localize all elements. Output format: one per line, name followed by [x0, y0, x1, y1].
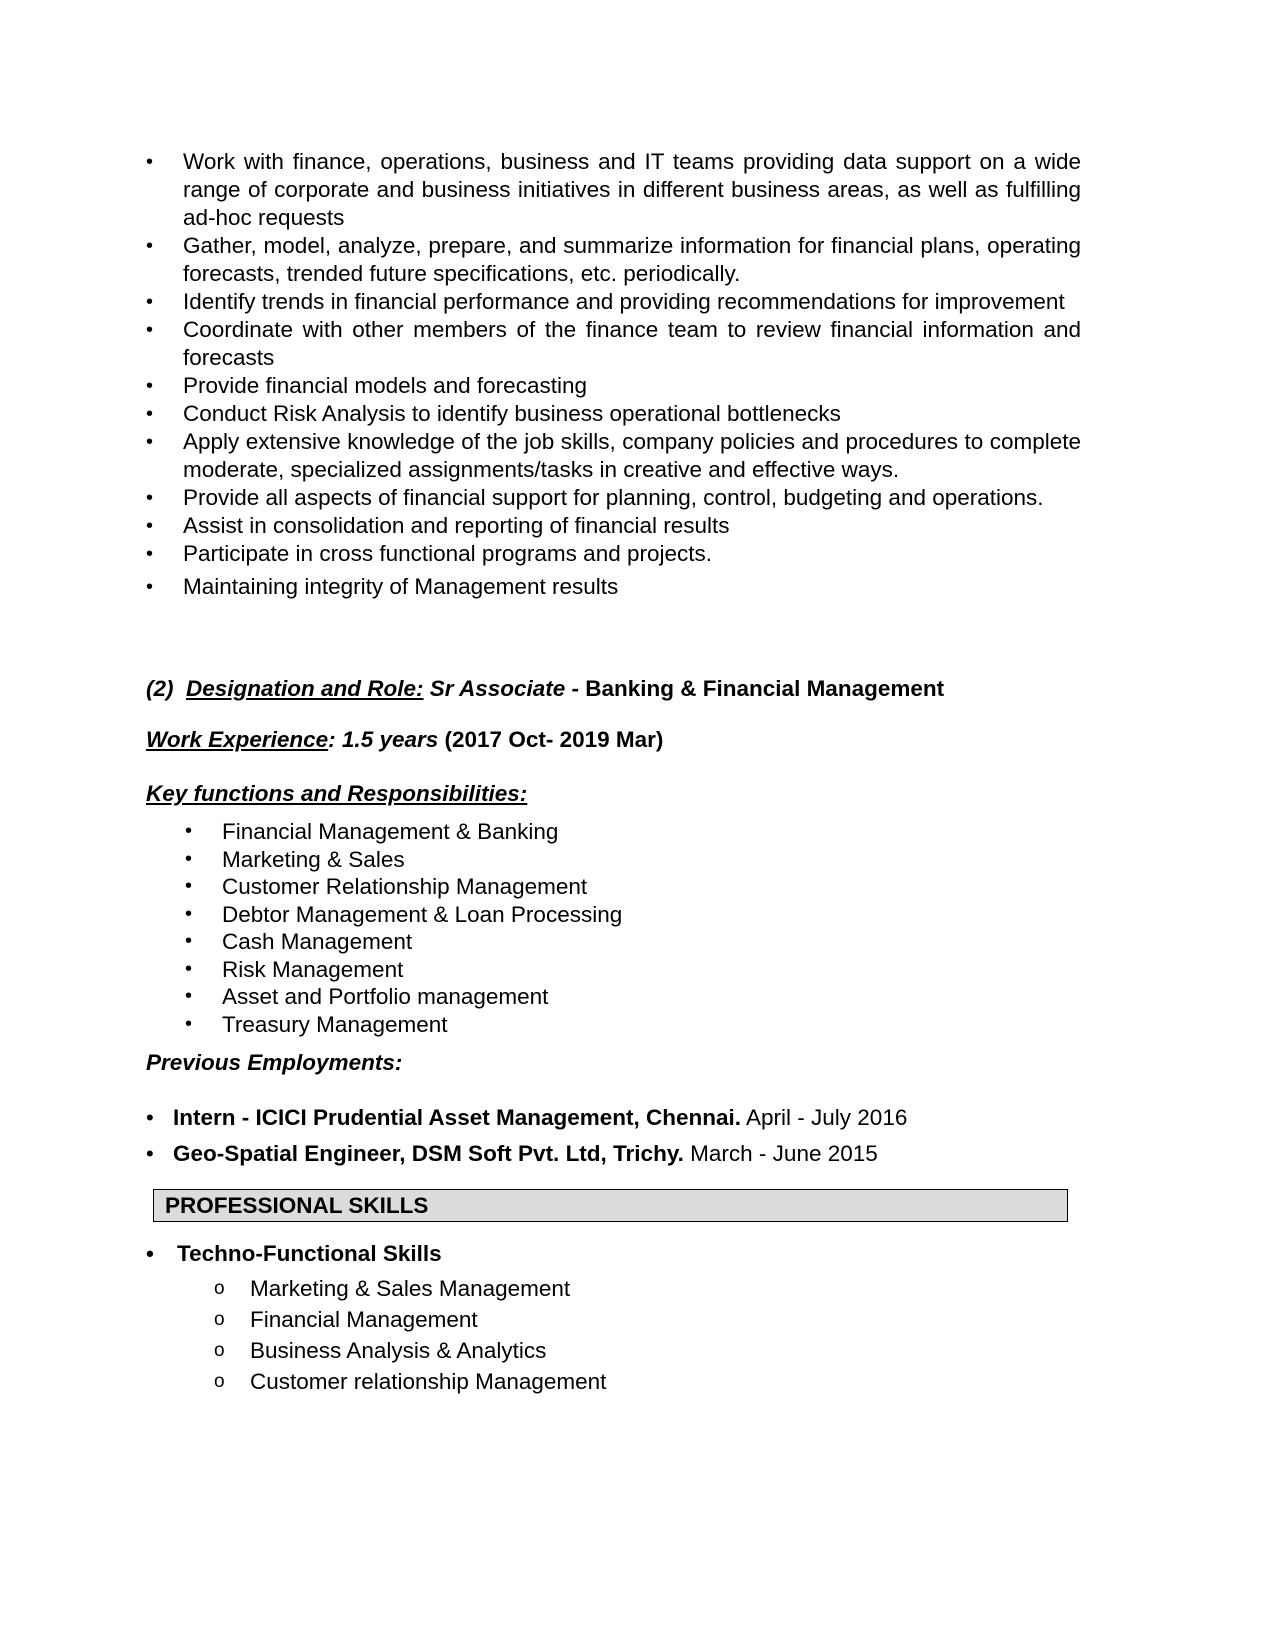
responsibilities-list: [146, 148, 1081, 601]
list-item: • Debtor Management & Loan Processing: [185, 901, 622, 929]
list-item: • Provide all aspects of financial support for planning, control, budgeting and operations.: [146, 484, 1081, 512]
employment-period: April - July 2016: [741, 1105, 908, 1130]
list-item: o Customer relationship Management: [214, 1366, 606, 1397]
skills-group-title-text: Techno-Functional Skills: [177, 1241, 442, 1266]
list-item: • Work with finance, operations, business and IT teams providing data support on a wide range of corporate and business initiatives in different business areas, as well as fulfilling ad-hoc requests: [146, 148, 1081, 232]
list-item: • Financial Management & Banking: [185, 818, 622, 846]
designation-role: Sr Associate: [429, 676, 566, 701]
list-item: • Treasury Management: [185, 1011, 622, 1039]
list-item: o Marketing & Sales Management: [214, 1273, 606, 1304]
employment-title: Geo-Spatial Engineer, DSM Soft Pvt. Ltd, Trichy.: [173, 1141, 684, 1166]
designation-separator: -: [565, 676, 586, 701]
list-item: • Conduct Risk Analysis to identify business operational bottlenecks: [146, 400, 1081, 428]
key-functions-list: [185, 818, 622, 1038]
list-item: o Financial Management: [214, 1304, 606, 1335]
work-experience-period: (2017 Oct- 2019 Mar): [438, 727, 664, 752]
work-experience-years: 1.5 years: [335, 727, 439, 752]
work-experience-line: [146, 727, 663, 753]
list-item: • Assist in consolidation and reporting of financial results: [146, 512, 1081, 540]
list-item: • Risk Management: [185, 956, 622, 984]
skills-group-title: [146, 1241, 442, 1267]
list-item: • Participate in cross functional programs and projects.: [146, 540, 1081, 568]
list-item: • Maintaining integrity of Management results: [146, 573, 1081, 601]
work-experience-colon: :: [328, 727, 336, 752]
skills-list: [214, 1273, 606, 1397]
employment-title: Intern - ICICI Prudential Asset Management, Chennai.: [173, 1105, 742, 1130]
designation-label: Designation and Role:: [186, 676, 424, 701]
list-item: • Gather, model, analyze, prepare, and summarize information for financial plans, operating forecasts, trended future specifications, etc. periodically.: [146, 232, 1081, 288]
list-item: • Asset and Portfolio management: [185, 983, 622, 1011]
designation-number: (2): [146, 676, 174, 701]
designation-department: Banking & Financial Management: [585, 676, 945, 701]
designation-line: [146, 676, 944, 702]
list-item: • Marketing & Sales: [185, 846, 622, 874]
previous-employments-list: [146, 1100, 907, 1172]
professional-skills-section-header: PROFESSIONAL SKILLS: [153, 1189, 1068, 1222]
list-item: • Coordinate with other members of the finance team to review financial information and forecasts: [146, 316, 1081, 372]
previous-employments-heading: Previous Employments:: [146, 1050, 403, 1075]
list-item: • Provide financial models and forecasting: [146, 372, 1081, 400]
list-item: • Customer Relationship Management: [185, 873, 622, 901]
list-item: [146, 1100, 907, 1136]
list-item: • Cash Management: [185, 928, 622, 956]
list-item: o Business Analysis & Analytics: [214, 1335, 606, 1366]
key-functions-heading: Key functions and Responsibilities:: [146, 781, 528, 806]
list-item: [146, 288, 1081, 316]
list-item: [146, 1136, 907, 1172]
list-item-text: Identify trends in financial performance and providing recommendations for improvement: [183, 289, 1065, 314]
employment-period: March - June 2015: [683, 1141, 878, 1166]
work-experience-label: Work Experience: [146, 727, 329, 752]
list-item: • Apply extensive knowledge of the job skills, company policies and procedures to complete moderate, specialized assignments/tasks in creative and effective ways.: [146, 428, 1081, 484]
